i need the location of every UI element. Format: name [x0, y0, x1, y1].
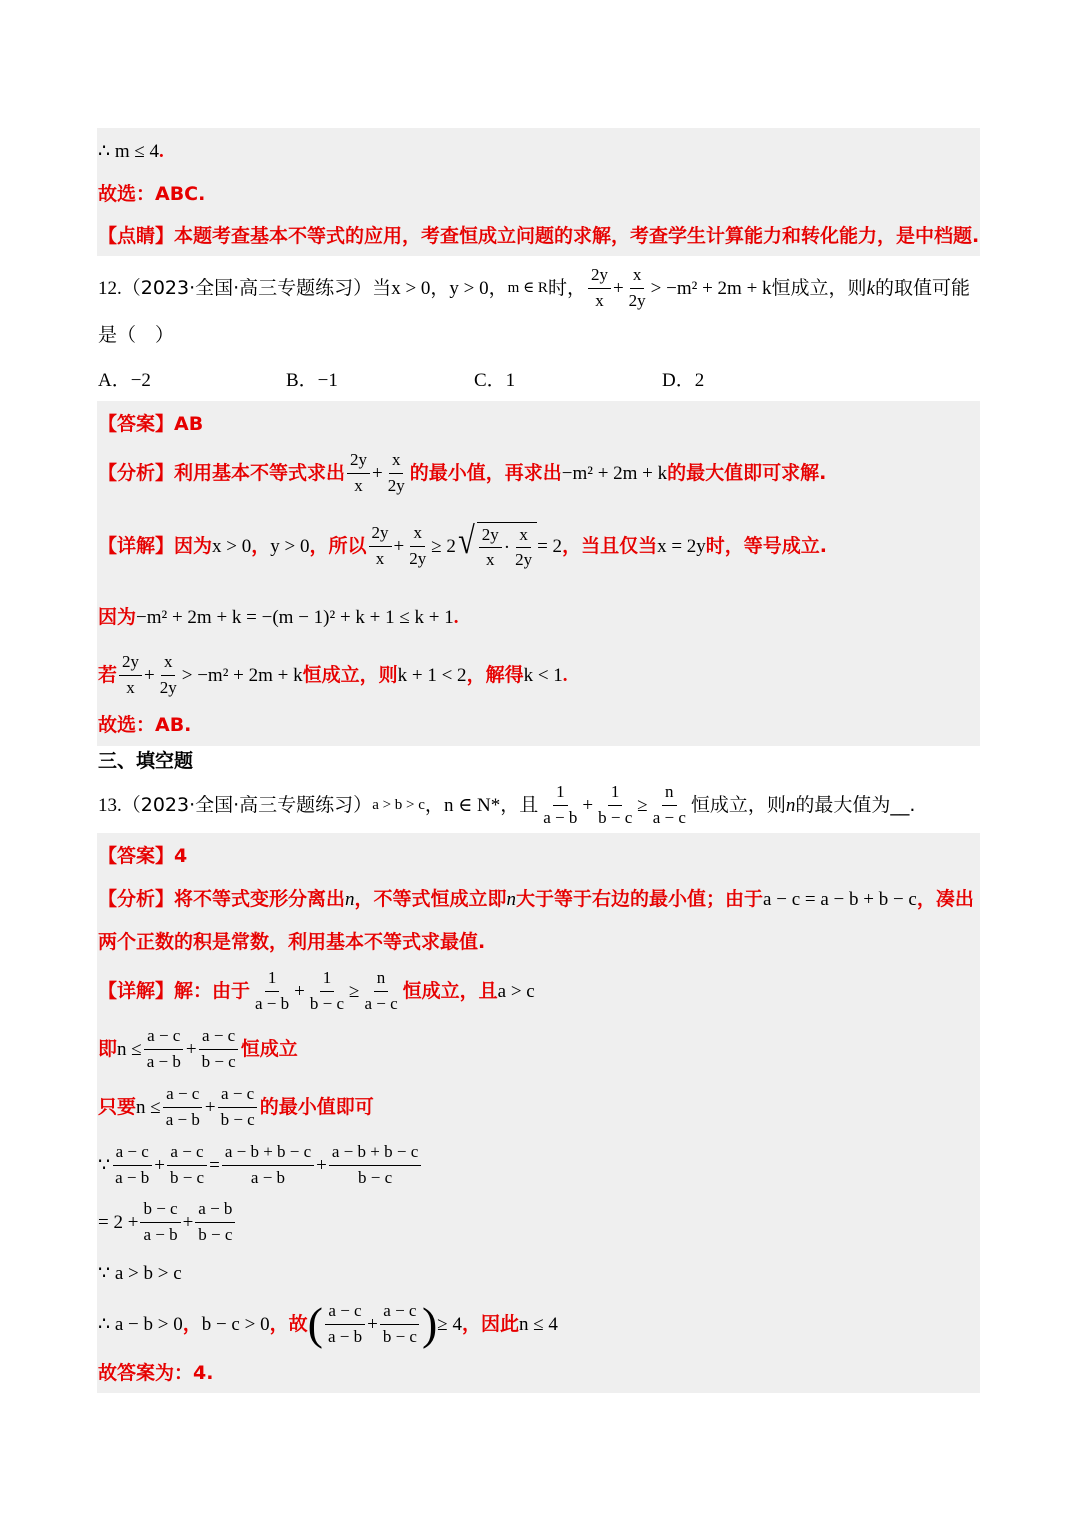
fraction: $\frac{1}{b - c}$: [309, 968, 345, 1013]
fraction: $\frac{n}{a - c}$: [364, 968, 398, 1013]
text: 恒成立，则: [771, 276, 867, 299]
math-expr: x > 0: [391, 277, 431, 299]
math-var: n: [785, 794, 796, 816]
fraction: $\frac{2y}{x}$: [588, 265, 611, 310]
q12-source: （2023·全国·高三专题练习）当: [121, 276, 392, 299]
text: 因为: [98, 606, 137, 628]
choice-text: 故选：AB.: [98, 714, 192, 736]
text: 若: [98, 663, 118, 686]
q13-step6: ∴ a − b > 0 ， b − c > 0 ， 故 ( $\frac{a - c}{a - b}$ + $\frac{a - c}{b - c}$ ) ≥ 4 ，因此 n ≤ 4: [98, 1298, 558, 1349]
option-a: A．−2: [98, 370, 151, 391]
math-expr: > −m² + 2m + k: [181, 664, 303, 686]
q12-stem: 12. （2023·全国·高三专题练习）当 x > 0 ， y > 0 ， m ∈ R 时， $\frac{2y}{x}$ + $\frac{x}{2y}$ > −m² + 2m + k 恒成立，则 k 的取值可能: [98, 265, 971, 310]
choice-text: 故选：ABC.: [98, 183, 206, 205]
math-expr: = 2 +: [98, 1211, 139, 1233]
fraction: $\frac{2y}{x}$: [479, 525, 502, 570]
text: 恒成立，则: [302, 663, 398, 686]
q13-number: 13.: [98, 794, 122, 816]
q12-because: 因为 −m² + 2m + k = −(m − 1)² + k + 1 ≤ k + 1 .: [98, 606, 459, 628]
fraction: $\frac{2y}{x}$: [347, 450, 370, 495]
q12-choice: [98, 716, 982, 735]
math-expr: n ≤: [136, 1096, 161, 1118]
section-title: [98, 752, 982, 771]
fraction: $\frac{n}{a - c}$: [652, 782, 686, 827]
math-expr: > −m² + 2m + k: [650, 277, 772, 299]
option-c: C．1: [474, 370, 516, 391]
q13-analysis-cont: [98, 933, 982, 952]
text: 大于等于右边的最小值；由于: [516, 888, 764, 910]
comment-line: [98, 227, 982, 246]
fraction: $\frac{1}{a - b}$: [255, 968, 290, 1013]
math-expr: = 2: [537, 535, 563, 557]
fraction: $\frac{a - b}{b - c}$: [195, 1199, 235, 1244]
answer-text: 故答案为：4.: [98, 1362, 214, 1384]
math-expr: y > 0: [449, 277, 489, 299]
text: ，不等式恒成立即: [354, 888, 507, 910]
text: ，解得: [466, 663, 524, 686]
fraction: $\frac{a - b + b - c}{a - b}$: [222, 1142, 314, 1187]
math-expr: x > 0: [212, 535, 252, 557]
text: ，凑出: [916, 888, 974, 910]
fraction: $\frac{x}{2y}$: [387, 450, 405, 495]
fraction: $\frac{a - c}{b - c}$: [167, 1142, 207, 1187]
text: 所以: [328, 534, 367, 557]
math-expr: ≥ 4: [437, 1313, 462, 1335]
q12-options: [98, 371, 982, 390]
fraction: $\frac{2y}{x}$: [119, 652, 142, 697]
section-heading: 三、填空题: [98, 750, 194, 772]
fraction: $\frac{b - c}{a - b}$: [140, 1199, 180, 1244]
text: 时，等号成立.: [705, 534, 828, 557]
text: ，且: [500, 793, 539, 816]
text: 时，: [547, 276, 586, 299]
q13-source: （2023·全国·高三专题练习）: [121, 793, 373, 816]
text: 两个正数的积是常数，利用基本不等式求最值.: [98, 931, 486, 953]
text: 的最大值即可求解.: [667, 461, 827, 484]
fraction: $\frac{x}{2y}$: [159, 652, 177, 697]
text: ，当且仅当: [562, 534, 658, 557]
text: 只要: [98, 1095, 137, 1118]
left-paren: (: [307, 1298, 323, 1349]
q12-number: 12.: [98, 277, 122, 299]
math-expr: ≥: [349, 980, 360, 1002]
option-b: B．−1: [286, 370, 338, 391]
choice-line: [98, 185, 982, 204]
math-expr: ≥ 2: [431, 535, 456, 557]
answer-text: 【答案】4: [98, 845, 188, 867]
q13-stem: 13. （2023·全国·高三专题练习） a > b > c ， n ∈ N* ，且 $\frac{1}{a - b}$ + $\frac{1}{b - c}$ ≥ $\frac{n}{a - c}$ 恒成立，则 n 的最大值为__.: [98, 782, 916, 827]
fraction: $\frac{a - b + b - c}{b - c}$: [329, 1142, 421, 1187]
fraction: $\frac{1}{b - c}$: [598, 782, 633, 827]
fraction: $\frac{a - c}{a - b}$: [144, 1026, 184, 1071]
math-expr: ∵: [98, 1154, 111, 1176]
q13-step4: = 2 + $\frac{b - c}{a - b}$ + $\frac{a - b}{b - c}$: [98, 1199, 982, 1245]
fraction: $\frac{a - c}{b - c}$: [380, 1301, 420, 1346]
math-expr: a > b > c: [372, 796, 425, 813]
text: 【详解】因为: [98, 534, 213, 557]
math-expr: y > 0: [270, 535, 310, 557]
q13-answer: [98, 847, 982, 866]
text: 的取值可能: [875, 276, 971, 299]
math-expr: n ≤: [117, 1038, 142, 1060]
math-expr: n ≤ 4: [518, 1313, 558, 1335]
fraction: $\frac{a - c}{b - c}$: [218, 1084, 258, 1129]
math-expr: n ∈ N*: [443, 794, 501, 816]
math-var: k: [866, 277, 875, 299]
math-expr: a − c = a − b + b − c: [763, 889, 917, 910]
text: 即: [98, 1037, 118, 1060]
period: .: [159, 141, 164, 162]
math-expr: b − c > 0: [201, 1313, 270, 1335]
text: 的最小值，再求出: [409, 461, 562, 484]
q13-final: [98, 1364, 982, 1383]
q13-detail: 【详解】解：由于 $\frac{1}{a - b}$ + $\frac{1}{b - c}$ ≥ $\frac{n}{a - c}$ 恒成立，且 a > c: [98, 968, 535, 1013]
fraction: $\frac{x}{2y}$: [628, 265, 646, 310]
text: 恒成立: [240, 1037, 298, 1060]
math-expr: x = 2y: [657, 535, 706, 557]
conclusion-line: [98, 142, 982, 161]
text: 【分析】利用基本不等式求出: [98, 461, 346, 484]
q12-answer: [98, 415, 982, 434]
sqrt-symbol: √ $\frac{2y}{x}$ · $\frac{x}{2y}$: [456, 522, 537, 570]
text: 是（ ）: [98, 324, 175, 346]
math-expr: −m² + 2m + k: [561, 462, 668, 484]
q13-step5: [98, 1264, 982, 1283]
fraction: $\frac{a - c}{a - b}$: [112, 1142, 152, 1187]
q13-step1: 即 n ≤ $\frac{a - c}{a - b}$ + $\frac{a - c}{b - c}$ 恒成立: [98, 1026, 298, 1071]
fraction: $\frac{2y}{x}$: [369, 523, 392, 568]
fraction: $\frac{a - c}{b - c}$: [199, 1026, 239, 1071]
math-expr: a > c: [497, 980, 535, 1002]
q12-detail: 【详解】因为 x > 0 ， y > 0 ， 所以 $\frac{2y}{x}$ + $\frac{x}{2y}$ ≥ 2 √ $\frac{2y}{x}$ · $\frac{x}{2y}$ = 2 ，当且仅当 x = 2y 时，等号成立.: [98, 519, 828, 569]
text: 【分析】将不等式变形分离出: [98, 888, 346, 910]
fraction: $\frac{x}{2y}$: [515, 524, 533, 569]
math-expr: ∴ a − b > 0: [98, 1313, 183, 1335]
text: 恒成立，且: [402, 979, 498, 1002]
text: 的最大值为__.: [795, 793, 916, 816]
fraction: $\frac{1}{a - b}$: [543, 782, 578, 827]
fraction: $\frac{a - c}{a - b}$: [325, 1301, 365, 1346]
q12-if: 若 $\frac{2y}{x}$ + $\frac{x}{2y}$ > −m² + 2m + k 恒成立，则 k + 1 < 2 ，解得 k < 1 .: [98, 652, 568, 697]
q13-analysis: [98, 890, 982, 909]
fraction: $\frac{x}{2y}$: [409, 523, 427, 568]
math-expr: ∴ m ≤ 4: [98, 141, 160, 162]
q13-step3: ∵ $\frac{a - c}{a - b}$ + $\frac{a - c}{b - c}$ = $\frac{a - b + b - c}{a - b}$ + $\frac{a - b + b - c}{b - c}$: [98, 1142, 982, 1188]
math-expr: ≥: [637, 794, 648, 816]
option-d: D．2: [662, 370, 705, 391]
right-paren: ): [421, 1298, 438, 1349]
text: 【详解】解：由于: [98, 979, 251, 1002]
text: 故: [288, 1312, 308, 1335]
math-var: n: [345, 889, 355, 910]
math-expr: m ∈ R: [507, 279, 548, 296]
text: ，因此: [461, 1312, 519, 1335]
q12-stem-cont: [98, 326, 982, 345]
text: 的最小值即可: [259, 1095, 374, 1118]
math-var: n: [506, 889, 517, 910]
comment-text: 【点睛】本题考查基本不等式的应用，考查恒成立问题的求解，考查学生计算能力和转化能力，是中档题.: [98, 225, 980, 247]
answer-text: 【答案】AB: [98, 413, 204, 435]
q13-step2: 只要 n ≤ $\frac{a - c}{a - b}$ + $\frac{a - c}{b - c}$ 的最小值即可: [98, 1084, 374, 1129]
math-expr: k + 1 < 2: [397, 664, 467, 686]
q12-analysis: 【分析】利用基本不等式求出 $\frac{2y}{x}$ + $\frac{x}{2y}$ 的最小值，再求出 −m² + 2m + k 的最大值即可求解.: [98, 450, 827, 495]
text: 恒成立，则: [690, 793, 786, 816]
math-expr: k < 1: [523, 664, 563, 686]
math-expr: ∵ a > b > c: [98, 1263, 182, 1284]
fraction: $\frac{a - c}{a - b}$: [163, 1084, 203, 1129]
math-expr: −m² + 2m + k = −(m − 1)² + k + 1 ≤ k + 1: [136, 607, 454, 628]
